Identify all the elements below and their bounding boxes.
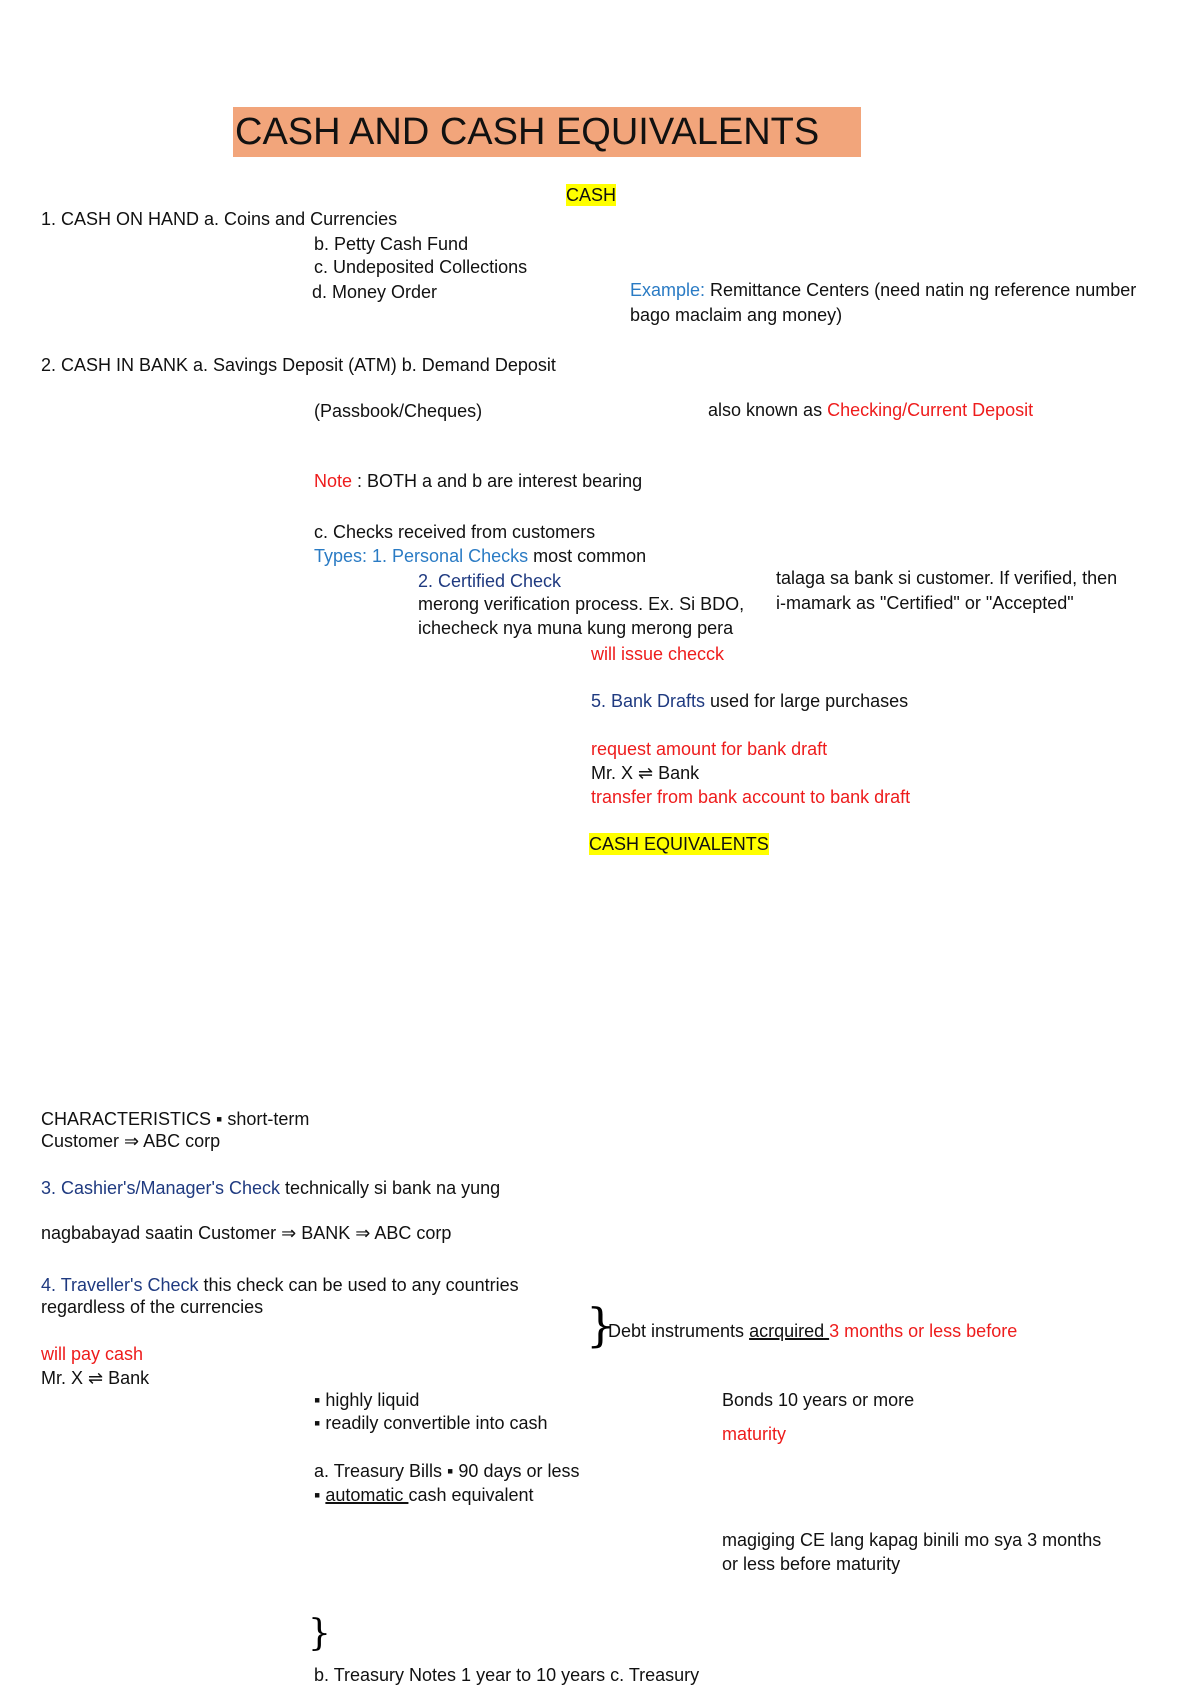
types-text: most common <box>528 546 647 566</box>
passbook-text: (Passbook/Cheques) <box>314 401 483 421</box>
note-label: Note <box>314 471 353 491</box>
travellers-check-line <box>41 1274 519 1296</box>
example-line-2: bago maclaim ang money) <box>630 305 843 325</box>
types-line <box>314 545 646 567</box>
cash-heading: CASH <box>566 185 617 205</box>
money-order-item: d. Money Order <box>312 282 438 302</box>
cashiers-check-label: 3. Cashier's/Manager's Check <box>41 1178 280 1198</box>
certified-line-1: merong verification process. Ex. Si BDO, <box>418 594 745 614</box>
debt-instruments-line <box>608 1320 1017 1342</box>
debt-red: 3 months or less before <box>829 1321 1018 1341</box>
automatic-underlined: automatic <box>325 1485 409 1505</box>
mr-x-bank-2: Mr. X ⇌ Bank <box>41 1368 150 1388</box>
request-amount: request amount for bank draft <box>591 739 828 759</box>
bank-drafts-line <box>591 690 908 712</box>
example-label: Example: <box>630 280 706 300</box>
brace-2: } <box>308 1613 331 1654</box>
travellers-check-label: 4. Traveller's Check <box>41 1275 199 1295</box>
highly-liquid: ▪ highly liquid <box>314 1390 420 1410</box>
bonds-text: Bonds 10 years or more <box>722 1390 915 1410</box>
example-text: Remittance Centers (need natin ng reference number <box>705 280 1137 300</box>
debt-underlined: acrquired <box>749 1321 830 1341</box>
transfer-text: transfer from bank account to bank draft <box>591 787 911 807</box>
nagbabayad-line: nagbabayad saatin Customer ⇒ BANK ⇒ ABC corp <box>41 1223 452 1243</box>
cash-on-hand-label: 1. CASH ON HAND a. Coins and Currencies <box>41 209 398 229</box>
also-known-as <box>708 399 1033 421</box>
cash-equivalents-heading: CASH EQUIVALENTS <box>589 834 769 854</box>
note-line <box>314 470 642 492</box>
maturity-text: maturity <box>722 1424 787 1444</box>
travellers-check-text: this check can be used to any countries <box>198 1275 519 1295</box>
certified-right-line-1: talaga sa bank si customer. If verified, then <box>776 568 1118 588</box>
certified-line-2: ichecheck nya muna kung merong pera <box>418 618 734 638</box>
brace-1: } <box>586 1298 616 1352</box>
bank-drafts-text: used for large purchases <box>705 691 909 711</box>
certified-check-label: 2. Certified Check <box>418 571 562 591</box>
automatic-line <box>314 1484 534 1506</box>
example-line <box>630 279 1136 301</box>
will-pay-cash: will pay cash <box>41 1344 144 1364</box>
page-title: CASH AND CASH EQUIVALENTS <box>233 107 861 157</box>
treasury-notes: b. Treasury Notes 1 year to 10 years c. Treasury <box>314 1665 700 1685</box>
travellers-line-2: regardless of the currencies <box>41 1297 264 1317</box>
magiging-line-1: magiging CE lang kapag binili mo sya 3 months <box>722 1530 1102 1550</box>
checks-received: c. Checks received from customers <box>314 522 596 542</box>
magiging-line-2: or less before maturity <box>722 1554 901 1574</box>
cashiers-check-text: technically si bank na yung <box>279 1178 501 1198</box>
automatic-text: cash equivalent <box>408 1485 534 1505</box>
characteristics: CHARACTERISTICS ▪ short-term <box>41 1109 310 1129</box>
readily-convertible: ▪ readily convertible into cash <box>314 1413 548 1433</box>
will-issue-check: will issue checck <box>591 644 725 664</box>
bank-drafts-label: 5. Bank Drafts <box>591 691 706 711</box>
certified-right-line-2: i-mamark as "Certified" or "Accepted" <box>776 593 1074 613</box>
note-text: : BOTH a and b are interest bearing <box>352 471 643 491</box>
aka-value: Checking/Current Deposit <box>827 400 1034 420</box>
aka-prefix: also known as <box>708 400 828 420</box>
mr-x-bank-1: Mr. X ⇌ Bank <box>591 763 700 783</box>
cashiers-check-line <box>41 1177 500 1199</box>
treasury-bills: a. Treasury Bills ▪ 90 days or less <box>314 1461 580 1481</box>
petty-cash-item: b. Petty Cash Fund <box>314 234 469 254</box>
automatic-bullet: ▪ <box>314 1485 326 1505</box>
customer-abc: Customer ⇒ ABC corp <box>41 1131 221 1151</box>
undeposited-item: c. Undeposited Collections <box>314 257 528 277</box>
types-label: Types: 1. Personal Checks <box>314 546 529 566</box>
debt-prefix: Debt instruments <box>608 1321 750 1341</box>
cash-in-bank-label: 2. CASH IN BANK a. Savings Deposit (ATM) b. Demand Deposit <box>41 355 556 375</box>
